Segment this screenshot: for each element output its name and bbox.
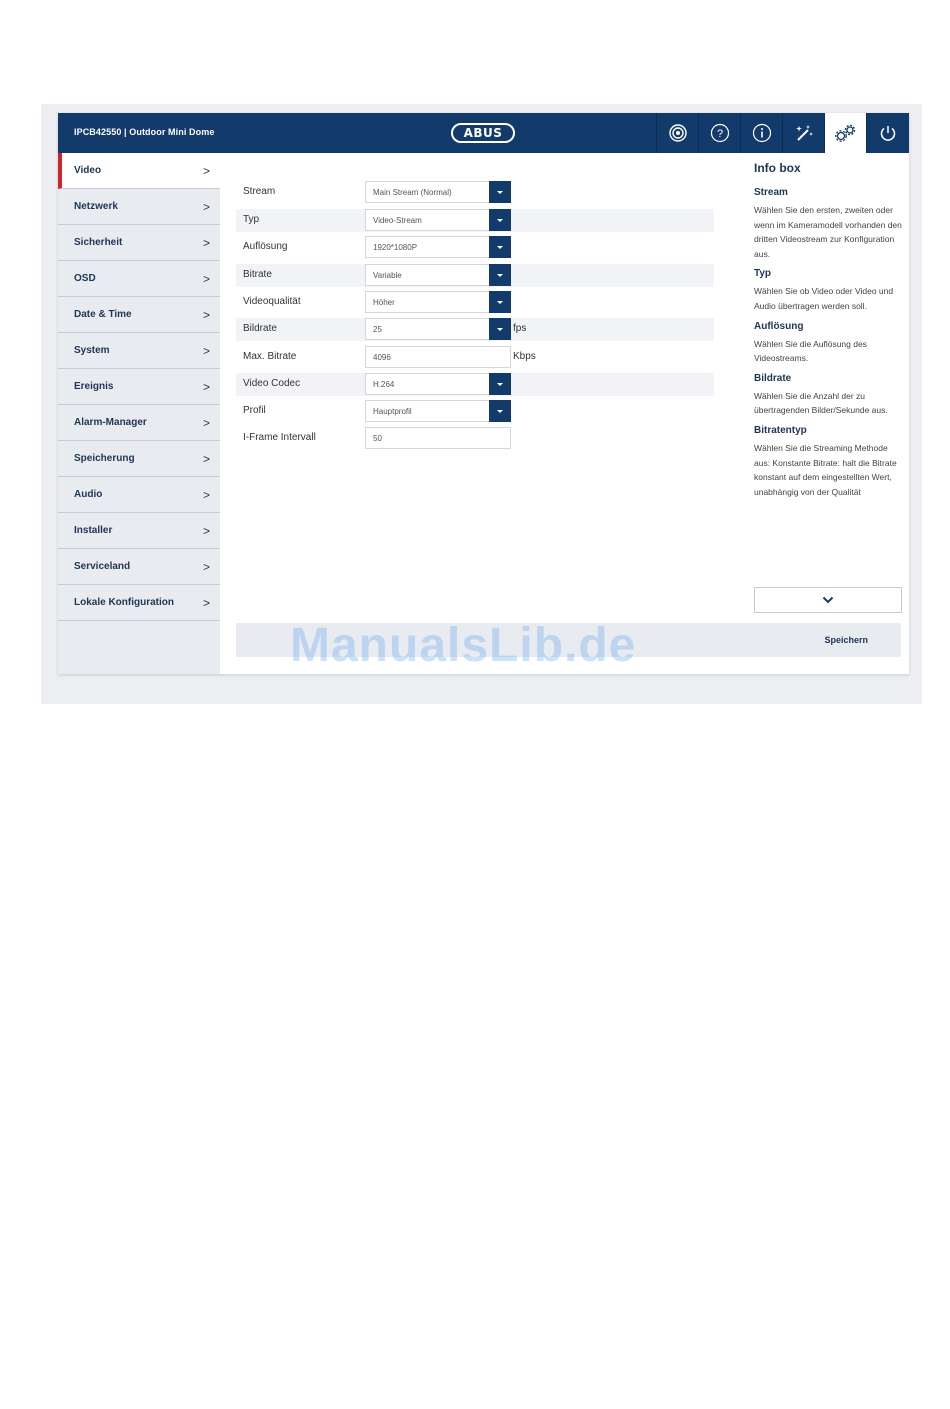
sidebar-item-serviceland[interactable] (58, 549, 220, 585)
info-icon[interactable] (740, 113, 782, 153)
chevron-right-icon: > (202, 488, 210, 502)
field-label: Video Codec (243, 378, 301, 389)
form-row-bildrate (236, 318, 714, 341)
info-box-content[interactable] (754, 183, 904, 586)
logo-text: ABUS (463, 126, 503, 140)
dropdown-arrow-icon[interactable] (489, 373, 511, 395)
field-value: 4096 (373, 353, 391, 362)
stream-select[interactable] (365, 181, 511, 203)
unit-label: Kbps (513, 351, 536, 362)
sidebar-item-installer[interactable] (58, 513, 220, 549)
form-row-typ (236, 209, 714, 232)
field-label: Bitrate (243, 269, 272, 280)
dropdown-arrow-icon[interactable] (489, 318, 511, 340)
dropdown-arrow-icon[interactable] (489, 209, 511, 231)
field-label: Auflösung (243, 241, 288, 252)
sidebar-item-label: Netzwerk (74, 201, 118, 212)
top-icon-bar (656, 113, 908, 153)
chevron-right-icon: > (202, 236, 210, 250)
field-value: Variable (373, 271, 402, 280)
app-window (58, 113, 909, 674)
sidebar-item-label: Serviceland (74, 561, 131, 572)
info-heading: Bitratentyp (754, 424, 807, 436)
field-label: Videoqualität (243, 296, 301, 307)
sidebar-item-sicherheit[interactable] (58, 225, 220, 261)
chevron-right-icon: > (202, 596, 210, 610)
power-icon[interactable] (866, 113, 908, 153)
field-label: I-Frame Intervall (243, 432, 316, 443)
field-label: Profil (243, 405, 266, 416)
device-title: IPCB42550 | Outdoor Mini Dome (74, 127, 215, 137)
sidebar-item-date-time[interactable] (58, 297, 220, 333)
sidebar-item-label: System (74, 345, 110, 356)
sidebar-item-ereignis[interactable] (58, 369, 220, 405)
field-value: Hauptprofil (373, 407, 412, 416)
unit-label: fps (513, 323, 527, 334)
settings-gears-icon[interactable] (824, 113, 866, 153)
profil-select[interactable] (365, 400, 511, 422)
sidebar-item-label: Ereignis (74, 381, 114, 392)
form-row-video-codec (236, 373, 714, 396)
sidebar-item-lokale-konfiguration[interactable] (58, 585, 220, 621)
info-text: Wählen Sie die Anzahl der zu übertragenden Bilder/Sekunde aus. (754, 390, 888, 416)
field-label: Typ (243, 214, 260, 225)
chevron-right-icon: > (202, 560, 210, 574)
sidebar-item-label: Alarm-Manager (74, 417, 147, 428)
info-heading: Typ (754, 268, 772, 280)
field-value: 25 (373, 325, 382, 334)
form-row-stream (236, 181, 714, 204)
field-value: H.264 (373, 380, 395, 389)
sidebar-item-system[interactable] (58, 333, 220, 369)
info-heading: Auflösung (754, 320, 804, 332)
field-label: Max. Bitrate (243, 351, 297, 362)
chevron-right-icon: > (202, 272, 210, 286)
dropdown-arrow-icon[interactable] (489, 236, 511, 258)
form-row-max-bitrate (236, 346, 714, 369)
chevron-right-icon: > (202, 524, 210, 538)
chevron-right-icon: > (202, 380, 210, 394)
sidebar-item-label: Video (74, 165, 102, 176)
sidebar-item-osd[interactable] (58, 261, 220, 297)
field-value: Main Stream (Normal) (373, 188, 452, 197)
form-row-bitrate (236, 264, 714, 287)
field-label: Stream (243, 186, 276, 197)
help-icon[interactable] (698, 113, 740, 153)
sidebar-item-audio[interactable] (58, 477, 220, 513)
chevron-down-icon (822, 596, 834, 604)
video-codec-select[interactable] (365, 373, 511, 395)
field-value: 50 (373, 434, 382, 443)
form-row-iframe-intervall (236, 427, 714, 450)
form-row-aufloesung (236, 236, 714, 259)
sidebar-item-label: Audio (74, 489, 103, 500)
form-row-profil (236, 400, 714, 423)
dropdown-arrow-icon[interactable] (489, 181, 511, 203)
info-heading: Stream (754, 187, 788, 198)
info-heading: Bildrate (754, 372, 792, 384)
bildrate-select[interactable] (365, 318, 511, 340)
chevron-right-icon: > (202, 164, 210, 178)
chevron-right-icon: > (202, 416, 210, 430)
bitrate-select[interactable] (365, 264, 511, 286)
chevron-right-icon: > (202, 452, 210, 466)
sidebar-item-video[interactable] (58, 153, 220, 189)
iframe-intervall-input[interactable] (365, 427, 511, 449)
field-label: Bildrate (243, 323, 277, 334)
field-value: 1920*1080P (373, 243, 418, 252)
info-text: Wählen Sie die Auflösung des Videostreams. (754, 338, 867, 364)
chevron-right-icon: > (202, 308, 210, 322)
sidebar-item-label: Installer (74, 525, 113, 536)
wizard-icon[interactable] (782, 113, 824, 153)
save-button[interactable]: Speichern (824, 635, 868, 645)
chevron-right-icon: > (202, 344, 210, 358)
field-value: Video-Stream (373, 216, 422, 225)
info-box (740, 153, 909, 613)
sidebar-item-label: Sicherheit (74, 237, 123, 248)
dropdown-arrow-icon[interactable] (489, 291, 511, 313)
abus-logo (451, 123, 515, 143)
info-text: Wählen Sie die Streaming Methode aus: Konstante Bitrate: halt die Bitrate konstant auf dem eingestellten Wert, unabhängig von der Qualität (754, 442, 897, 497)
top-bar (58, 113, 909, 153)
chevron-right-icon: > (202, 200, 210, 214)
sidebar-item-speicherung[interactable] (58, 441, 220, 477)
info-scroll-down-button[interactable] (754, 587, 902, 613)
sidebar (58, 153, 220, 674)
info-text: Wählen Sie den ersten, zweiten oder wenn im Kameramodell vorhanden den dritten Videostream zur Konfiguration aus. (754, 205, 902, 259)
dropdown-arrow-icon[interactable] (489, 400, 511, 422)
svg-text:?: ? (716, 128, 723, 140)
watermark: ManualsLib.de (290, 619, 637, 672)
sidebar-item-alarm-manager[interactable] (58, 405, 220, 441)
dropdown-arrow-icon[interactable] (489, 264, 511, 286)
field-value: Höher (373, 298, 395, 307)
form-row-videoqualitaet (236, 291, 714, 314)
sidebar-item-netzwerk[interactable] (58, 189, 220, 225)
info-box-title: Info box (754, 161, 801, 175)
sidebar-item-label: Lokale Konfiguration (74, 597, 174, 608)
videoqualitaet-select[interactable] (365, 291, 511, 313)
max-bitrate-input[interactable] (365, 346, 511, 368)
camera-lens-icon[interactable] (656, 113, 698, 153)
sidebar-item-label: Date & Time (74, 309, 132, 320)
aufloesung-select[interactable] (365, 236, 511, 258)
sidebar-item-label: Speicherung (74, 453, 135, 464)
info-text: Wählen Sie ob Video oder Video und Audio übertragen werden soll. (754, 286, 894, 311)
video-settings-form (220, 153, 740, 623)
typ-select[interactable] (365, 209, 511, 231)
sidebar-item-label: OSD (74, 273, 96, 284)
